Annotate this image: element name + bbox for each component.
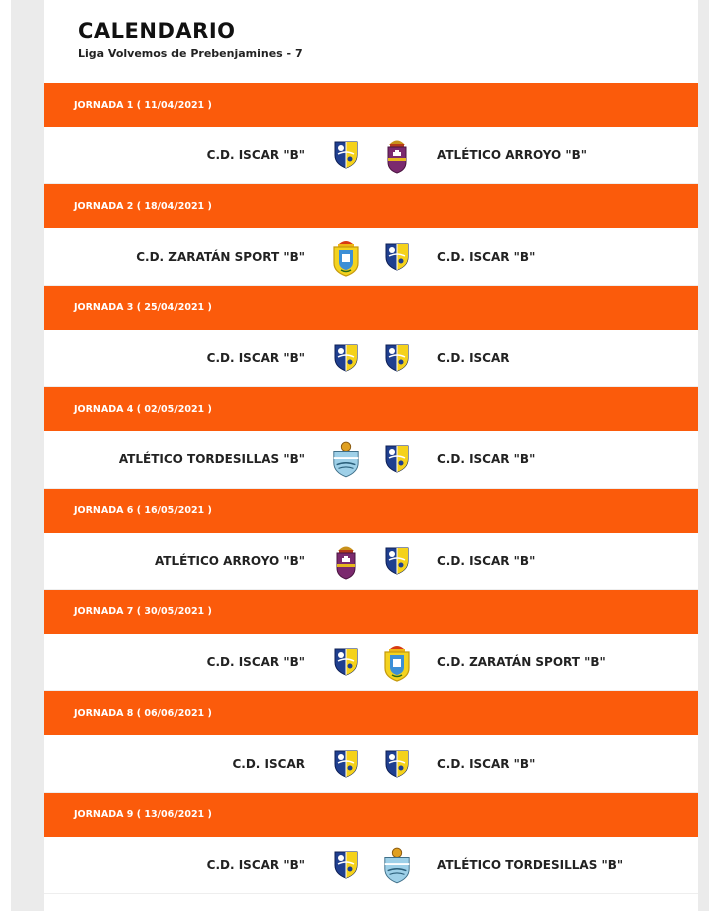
home-team-name[interactable]: ATLÉTICO TORDESILLAS "B" bbox=[118, 452, 305, 467]
home-team-name[interactable]: C.D. ISCAR "B" bbox=[206, 350, 305, 365]
round bbox=[44, 691, 698, 792]
tordesillas-crest-icon bbox=[382, 845, 412, 885]
zaratan-crest-icon bbox=[332, 237, 360, 277]
away-crest bbox=[382, 135, 412, 175]
iscar-crest-icon bbox=[385, 445, 409, 473]
league-subtitle: Liga Volvemos de Prebenjamines - 7 bbox=[78, 47, 303, 60]
iscar-crest-icon bbox=[334, 851, 358, 879]
fixtures-list bbox=[44, 83, 698, 894]
iscar-crest-icon bbox=[334, 648, 358, 676]
match-row[interactable] bbox=[44, 735, 698, 792]
round-header bbox=[44, 83, 698, 127]
iscar-crest-icon bbox=[385, 547, 409, 575]
away-crest bbox=[382, 338, 412, 378]
round bbox=[44, 83, 698, 184]
home-crest bbox=[331, 541, 361, 581]
left-gutter bbox=[0, 0, 44, 911]
away-team-name[interactable]: C.D. ISCAR "B" bbox=[437, 452, 536, 467]
match-row[interactable] bbox=[44, 431, 698, 488]
round bbox=[44, 184, 698, 285]
right-gutter bbox=[698, 0, 720, 911]
round-label: JORNADA 3 ( 25/04/2021 ) bbox=[74, 302, 212, 314]
iscar-crest-icon bbox=[334, 344, 358, 372]
round-label: JORNADA 7 ( 30/05/2021 ) bbox=[74, 606, 212, 618]
round bbox=[44, 489, 698, 590]
home-crest bbox=[331, 135, 361, 175]
arroyo-crest-icon bbox=[385, 136, 409, 174]
match-row[interactable] bbox=[44, 127, 698, 184]
match-row[interactable] bbox=[44, 330, 698, 387]
match-row[interactable] bbox=[44, 228, 698, 285]
away-team-name[interactable]: C.D. ISCAR "B" bbox=[437, 756, 536, 771]
round-label: JORNADA 2 ( 18/04/2021 ) bbox=[74, 200, 212, 212]
home-team-name[interactable]: C.D. ISCAR bbox=[232, 756, 305, 771]
home-team-name[interactable]: C.D. ISCAR "B" bbox=[206, 148, 305, 163]
round-label: JORNADA 6 ( 16/05/2021 ) bbox=[74, 505, 212, 517]
calendar-panel bbox=[44, 0, 698, 911]
away-team-name[interactable]: ATLÉTICO ARROYO "B" bbox=[437, 148, 588, 163]
round-header bbox=[44, 489, 698, 533]
match-row[interactable] bbox=[44, 533, 698, 590]
iscar-crest-icon bbox=[385, 243, 409, 271]
match-row[interactable] bbox=[44, 634, 698, 691]
away-team-name[interactable]: C.D. ISCAR bbox=[437, 350, 510, 365]
iscar-crest-icon bbox=[334, 141, 358, 169]
page-title: CALENDARIO bbox=[78, 19, 236, 43]
home-crest bbox=[331, 237, 361, 277]
home-crest bbox=[331, 439, 361, 479]
round-header bbox=[44, 286, 698, 330]
away-team-name[interactable]: C.D. ISCAR "B" bbox=[437, 553, 536, 568]
home-crest bbox=[331, 744, 361, 784]
away-team-name[interactable]: C.D. ISCAR "B" bbox=[437, 249, 536, 264]
home-team-name[interactable]: C.D. ISCAR "B" bbox=[206, 655, 305, 670]
away-crest bbox=[382, 744, 412, 784]
away-team-name[interactable]: C.D. ZARATÁN SPORT "B" bbox=[437, 655, 606, 670]
home-team-name[interactable]: C.D. ZARATÁN SPORT "B" bbox=[136, 249, 305, 264]
match-row[interactable] bbox=[44, 837, 698, 894]
round-header bbox=[44, 793, 698, 837]
arroyo-crest-icon bbox=[334, 542, 358, 580]
round-header bbox=[44, 184, 698, 228]
zaratan-crest-icon bbox=[383, 642, 411, 682]
home-crest bbox=[331, 338, 361, 378]
round-label: JORNADA 9 ( 13/06/2021 ) bbox=[74, 809, 212, 821]
round bbox=[44, 387, 698, 488]
round bbox=[44, 590, 698, 691]
round-header bbox=[44, 590, 698, 634]
away-crest bbox=[382, 845, 412, 885]
tordesillas-crest-icon bbox=[331, 439, 361, 479]
round-label: JORNADA 8 ( 06/06/2021 ) bbox=[74, 707, 212, 719]
round-header bbox=[44, 691, 698, 735]
home-crest bbox=[331, 845, 361, 885]
away-crest bbox=[382, 642, 412, 682]
round-label: JORNADA 4 ( 02/05/2021 ) bbox=[74, 403, 212, 415]
away-team-name[interactable]: ATLÉTICO TORDESILLAS "B" bbox=[437, 857, 624, 872]
round bbox=[44, 793, 698, 894]
round bbox=[44, 286, 698, 387]
iscar-crest-icon bbox=[385, 344, 409, 372]
home-crest bbox=[331, 642, 361, 682]
away-crest bbox=[382, 439, 412, 479]
round-label: JORNADA 1 ( 11/04/2021 ) bbox=[74, 99, 212, 111]
home-team-name[interactable]: C.D. ISCAR "B" bbox=[206, 857, 305, 872]
away-crest bbox=[382, 541, 412, 581]
iscar-crest-icon bbox=[385, 750, 409, 778]
away-crest bbox=[382, 237, 412, 277]
round-header bbox=[44, 387, 698, 431]
iscar-crest-icon bbox=[334, 750, 358, 778]
calendar-header bbox=[78, 18, 303, 60]
home-team-name[interactable]: ATLÉTICO ARROYO "B" bbox=[154, 553, 305, 568]
